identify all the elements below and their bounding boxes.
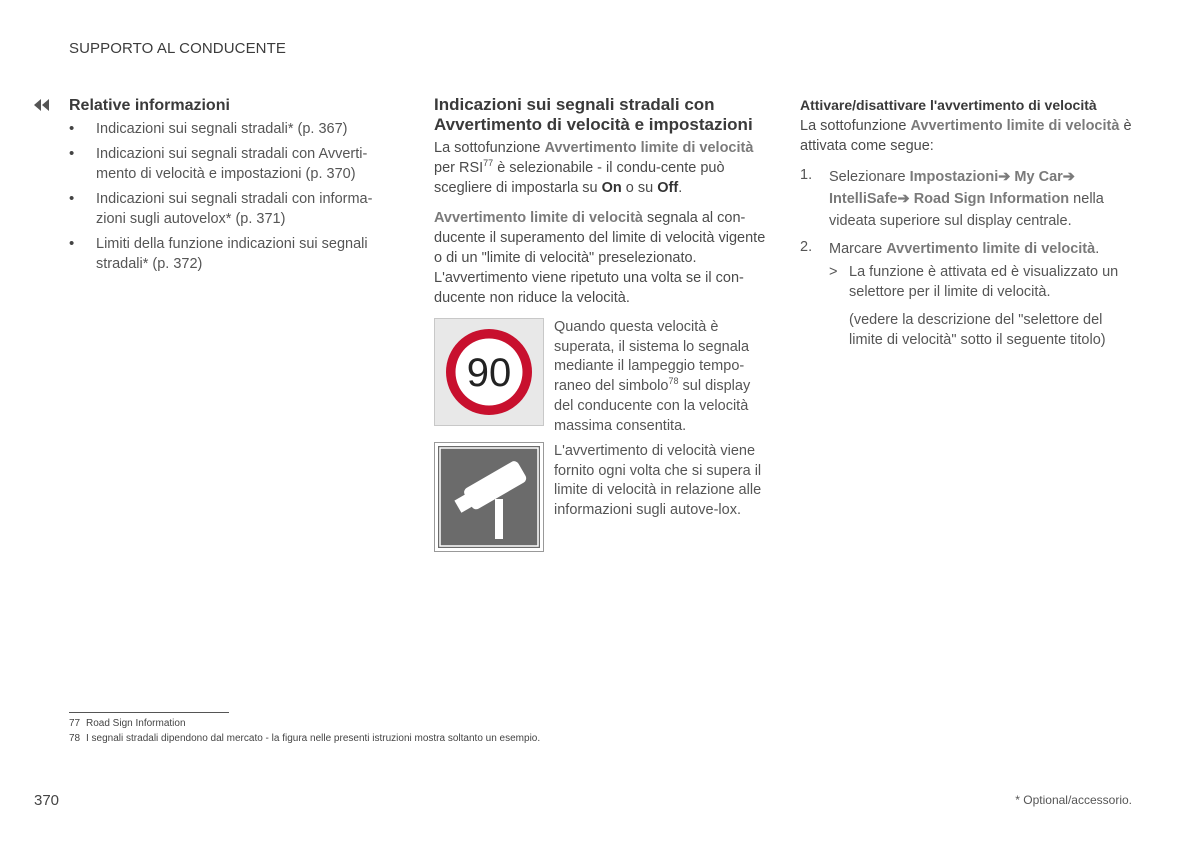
- main-content-column: [434, 95, 766, 560]
- related-info-title: Relative informazioni: [69, 97, 230, 114]
- speed-limit-sign-figure: [434, 318, 544, 426]
- text: per RSI: [434, 160, 484, 176]
- footnote-number: 77: [69, 718, 81, 729]
- menu-item-road-sign-information[interactable]: Road Sign Information: [913, 191, 1070, 207]
- related-info-column: [69, 95, 389, 279]
- activation-title: Attivare/disattivare l'avvertimento di velocità: [800, 97, 1097, 113]
- double-chevron-left-icon[interactable]: [32, 98, 52, 112]
- text: o su: [621, 180, 658, 196]
- menu-item-intellisafe[interactable]: IntelliSafe: [829, 191, 898, 207]
- arrow-right-icon: ➔: [998, 169, 1011, 185]
- option-on: On: [601, 180, 622, 196]
- result-note: (vedere la descrizione del "selettore del limite di velocità" sotto il seguente titolo): [849, 312, 1106, 348]
- step-number: 1.: [800, 167, 813, 183]
- function-name[interactable]: Avvertimento limite di velocità: [886, 241, 1096, 257]
- text: .: [678, 180, 683, 196]
- speed-limit-sign-icon: [435, 319, 543, 425]
- result-marker: >: [829, 264, 838, 280]
- related-link[interactable]: • Indicazioni sui segnali stradali con informa-zioni sugli autovelox* (p. 371): [69, 189, 389, 229]
- speed-limit-figure-caption: [554, 318, 766, 436]
- text: La sottofunzione: [434, 140, 545, 156]
- page-number: 370: [34, 792, 60, 809]
- related-link[interactable]: • Limiti della funzione indicazioni sui segnali stradali* (p. 372): [69, 234, 389, 274]
- footnote-number: 78: [69, 733, 81, 744]
- footnote-divider: [69, 712, 229, 713]
- section-header: SUPPORTO AL CONDUCENTE: [69, 40, 286, 57]
- option-off: Off: [657, 180, 679, 196]
- activation-steps: [800, 166, 1135, 350]
- text: La sottofunzione: [800, 118, 911, 134]
- function-name: Avvertimento limite di velocità: [434, 210, 643, 226]
- text: Marcare: [829, 241, 887, 257]
- arrow-right-icon: ➔: [897, 191, 910, 207]
- speed-camera-figure-row: [434, 442, 766, 560]
- footnote-77: [69, 718, 186, 729]
- step-number: 2.: [800, 239, 813, 255]
- speed-limit-value: 90: [466, 351, 512, 395]
- speed-camera-figure-caption: L'avvertimento di velocità viene fornito ogni volta che si supera il limite di velocità in relazione alle informazioni sugli autove-lox.: [554, 443, 762, 519]
- arrow-right-icon: ➔: [1062, 169, 1075, 185]
- section-title: Indicazioni sui segnali stradali con Avvertimento di velocità e impostazioni: [434, 95, 753, 134]
- footnote-ref[interactable]: 78: [668, 376, 679, 387]
- related-link[interactable]: • Indicazioni sui segnali stradali* (p. 367): [69, 119, 389, 139]
- speed-limit-figure-row: [434, 318, 766, 434]
- related-link[interactable]: • Indicazioni sui segnali stradali con Avverti-mento di velocità e impostazioni (p. 370): [69, 144, 389, 184]
- step-2: [800, 238, 1135, 350]
- footnote-text: Road Sign Information: [86, 718, 186, 729]
- text: Selezionare: [829, 169, 910, 185]
- step-result: [829, 262, 1135, 350]
- text: Quando questa velocità è superata, il sistema lo segnala mediante il lampeggio tempo-raneo del simbolo: [554, 319, 750, 395]
- step-1: [800, 166, 1135, 232]
- menu-item-impostazioni[interactable]: Impostazioni: [909, 169, 999, 185]
- text: segnala al con-ducente il superamento del limite di velocità vigente o di un "limite di velocità" preselezionato. L'avvertimento viene ripetuto una volta se il con-ducente non riduce la velocità.: [434, 210, 766, 306]
- speed-camera-icon: [435, 443, 543, 551]
- function-name: Avvertimento limite di velocità: [910, 118, 1120, 134]
- footnote-ref[interactable]: 77: [483, 158, 494, 169]
- activation-column: [800, 95, 1135, 356]
- result-text: La funzione è attivata ed è visualizzato un selettore per il limite di velocità.: [849, 264, 1119, 300]
- text: sul display del conducente con la velocità massima consentita.: [554, 378, 751, 434]
- function-name: Avvertimento limite di velocità: [544, 140, 754, 156]
- activation-intro: [800, 116, 1135, 156]
- footnote-78: [69, 733, 540, 744]
- optional-accessory-note: * Optional/accessorio.: [1015, 793, 1132, 807]
- text: .: [1095, 241, 1100, 257]
- related-links-list: [69, 119, 389, 274]
- text: è attivata come segue:: [800, 118, 1132, 154]
- intro-paragraph: [434, 138, 766, 198]
- menu-item-my-car[interactable]: My Car: [1014, 169, 1063, 185]
- speed-camera-sign-figure: [434, 442, 544, 552]
- text: è selezionabile - il condu-cente può scegliere di impostarla su: [434, 160, 725, 196]
- text: nella videata superiore sul display centrale.: [829, 191, 1104, 229]
- warning-description: [434, 208, 766, 308]
- footnote-text: I segnali stradali dipendono dal mercato - la figura nelle presenti istruzioni mostra soltanto un esempio.: [86, 733, 541, 744]
